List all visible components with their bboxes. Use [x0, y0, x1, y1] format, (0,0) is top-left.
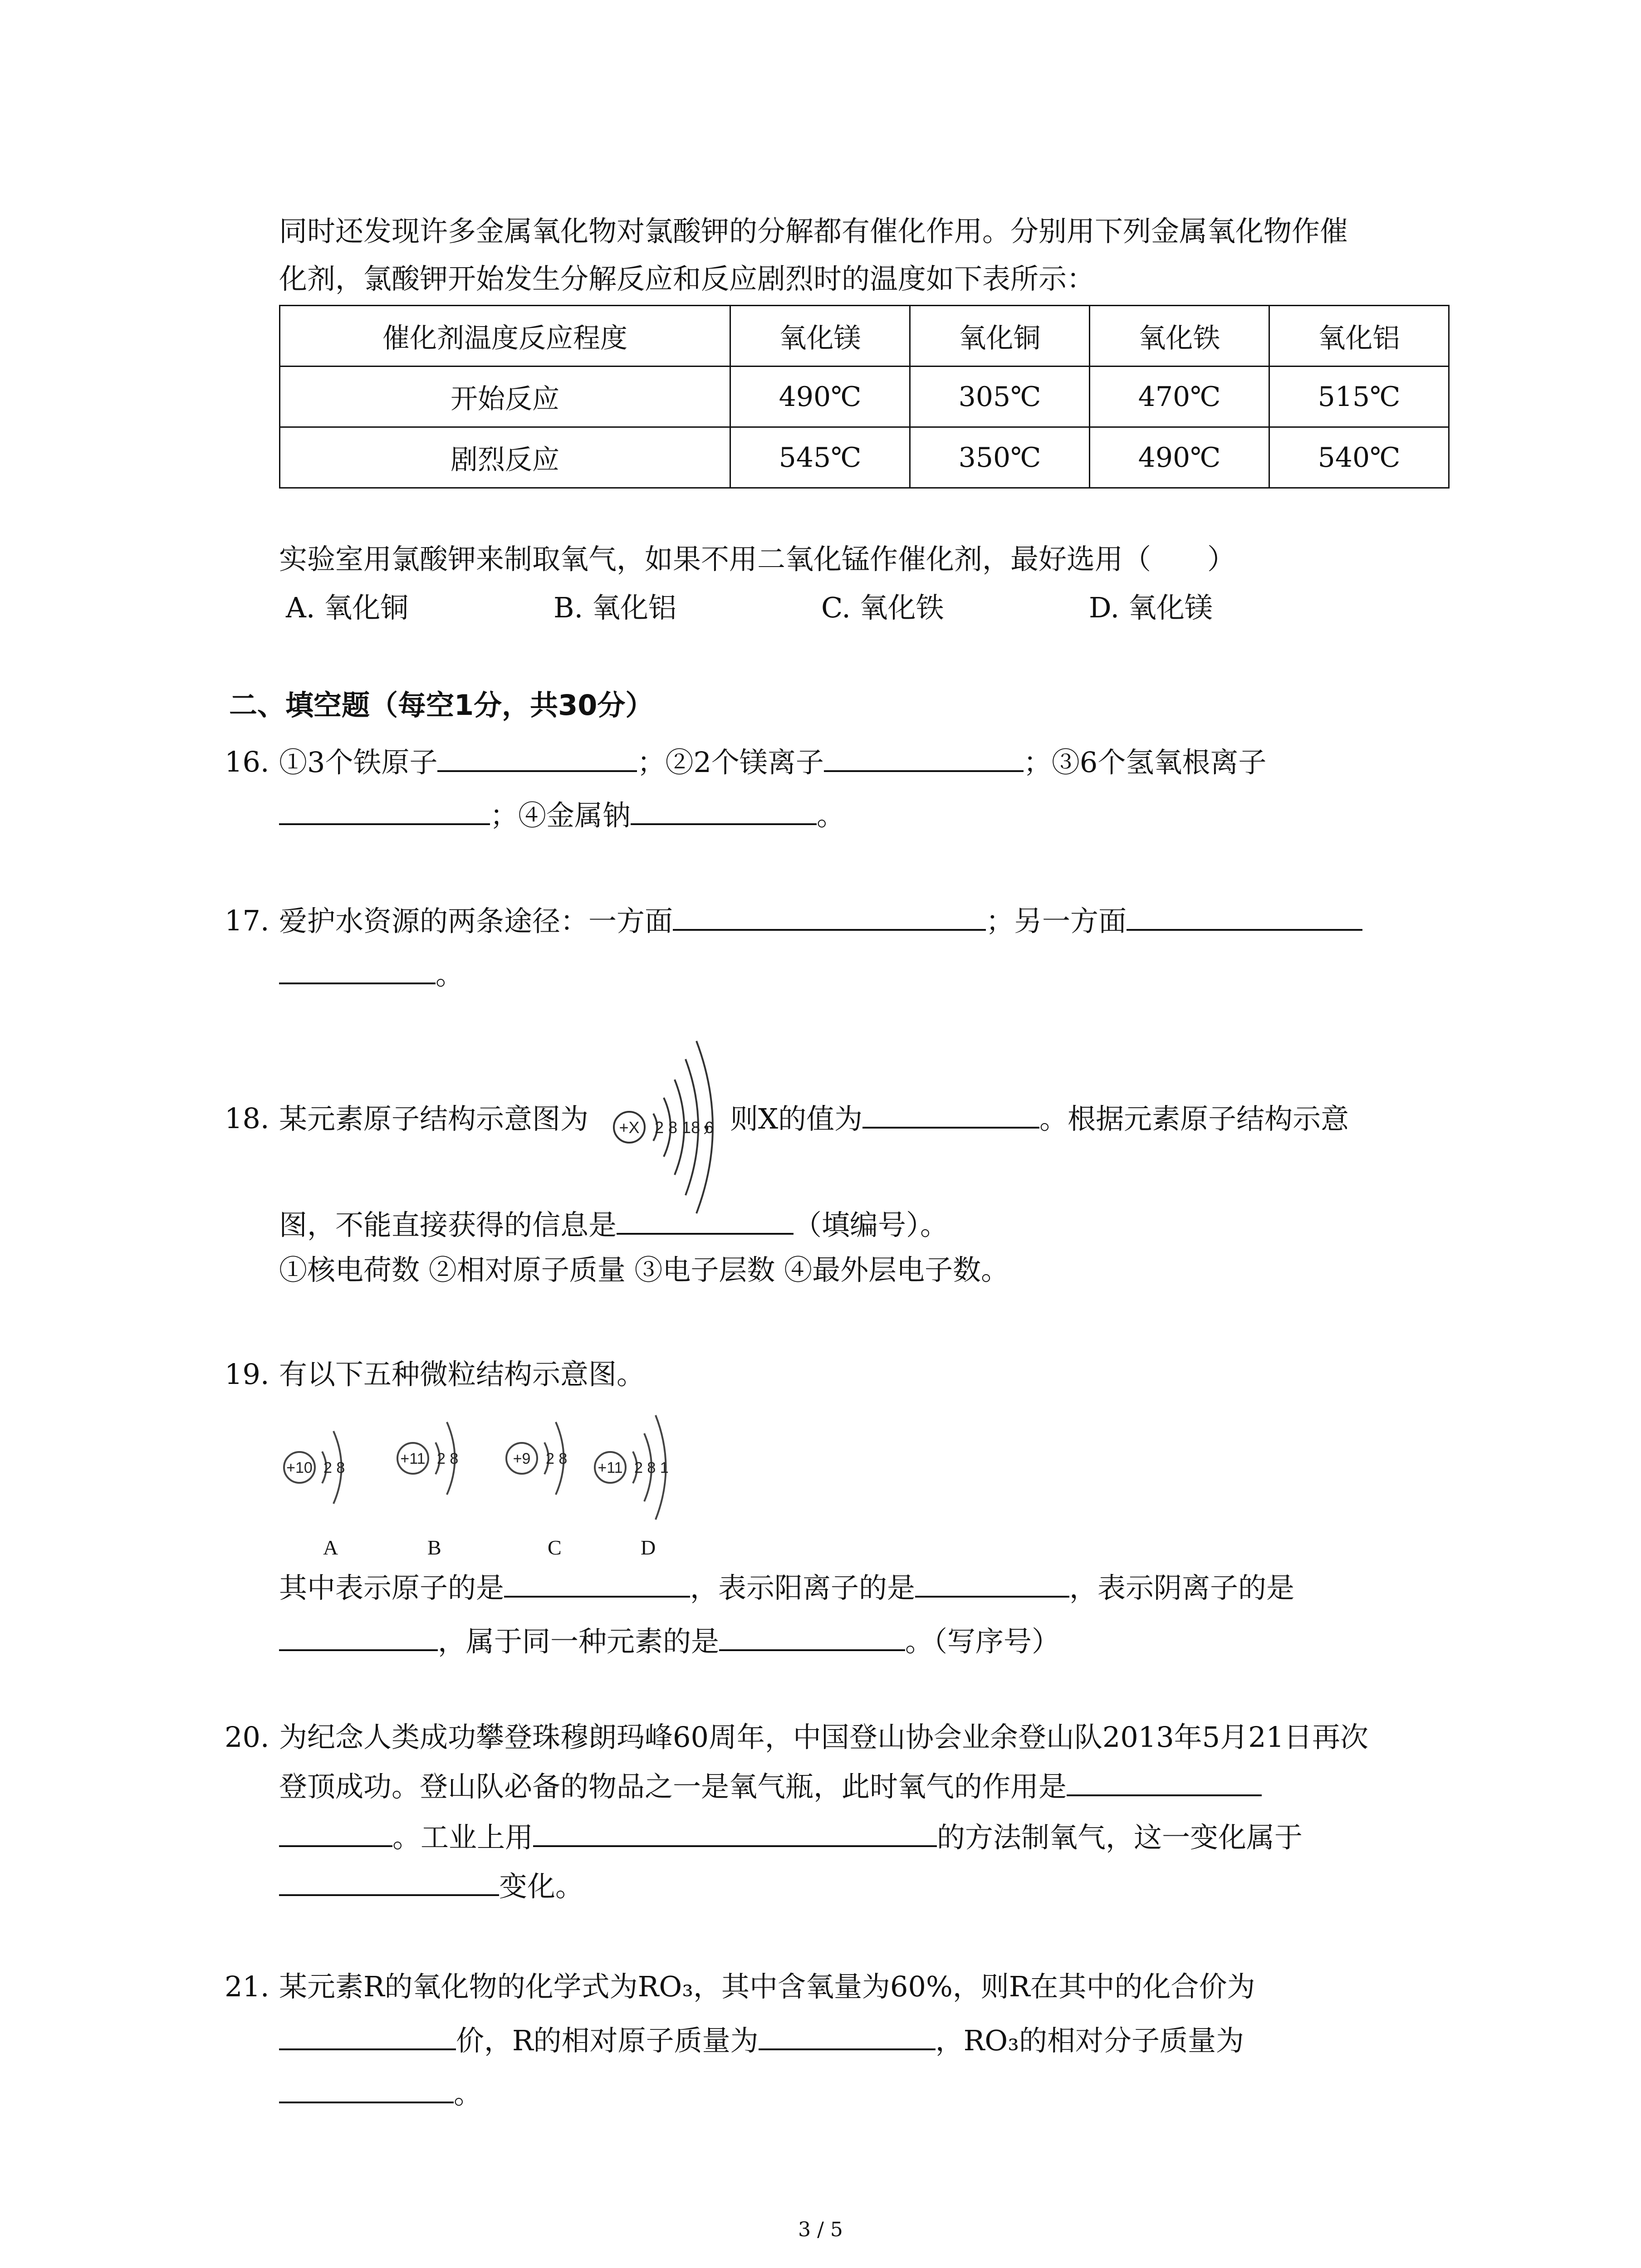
- q15-option-c[interactable]: C. 氧化铁: [821, 591, 944, 624]
- table-header-cell: 氧化镁: [730, 306, 910, 367]
- q18-number: 18.: [225, 1102, 269, 1135]
- q19-line-1: [279, 1569, 1294, 1606]
- q16-text: ；④金属钠: [490, 799, 631, 832]
- diagram-label-d: D: [641, 1536, 656, 1559]
- q16-line-2: [279, 797, 845, 834]
- electron-shells-label: 2 8 18 6: [655, 1118, 714, 1137]
- q20-line-3: [279, 1819, 1303, 1856]
- svg-text:+11: +11: [400, 1450, 426, 1467]
- q20-blank-3[interactable]: [533, 1819, 937, 1847]
- q16-text: ①3个铁原子: [279, 746, 438, 779]
- table-header-cell: 催化剂温度反应程度: [280, 306, 730, 367]
- q20-line-2: [279, 1768, 1262, 1805]
- q18-text: 。根据元素原子结构示意: [1039, 1102, 1349, 1135]
- q17-blank-1[interactable]: [673, 903, 986, 931]
- q16-line-1: [279, 744, 1266, 781]
- q15-option-d[interactable]: D. 氧化镁: [1089, 591, 1213, 624]
- q21-line-2: [279, 2022, 1244, 2059]
- q19-blank-4[interactable]: [719, 1623, 905, 1651]
- table-cell: 490℃: [1090, 427, 1269, 488]
- q17-blank-3[interactable]: [279, 956, 436, 984]
- table-cell: 开始反应: [280, 367, 730, 427]
- q18-text: （填编号）。: [794, 1208, 949, 1242]
- table-cell: 540℃: [1269, 427, 1449, 488]
- q16-number: 16.: [225, 745, 269, 778]
- q21-text: 。: [454, 2077, 482, 2110]
- q17-text: 爱护水资源的两条途径：一方面: [279, 904, 673, 938]
- table-cell: 470℃: [1090, 367, 1269, 427]
- q20-blank-2[interactable]: [279, 1819, 392, 1847]
- diagram-label-a: A: [323, 1536, 338, 1559]
- particle-structure-diagrams: [277, 1408, 708, 1526]
- table-header-cell: 氧化铁: [1090, 306, 1269, 367]
- q18-text: 图，不能直接获得的信息是: [279, 1208, 617, 1242]
- q17-blank-2[interactable]: [1127, 903, 1362, 931]
- q18-text: 某元素原子结构示意图为: [279, 1102, 589, 1135]
- intro-line-1: 同时还发现许多金属氧化物对氯酸钾的分解都有催化作用。分别用下列金属氧化物作催: [279, 215, 1348, 248]
- svg-text:2 8: 2 8: [323, 1459, 345, 1476]
- svg-text:2 8: 2 8: [546, 1450, 568, 1467]
- diagram-label-c: C: [548, 1536, 562, 1559]
- q18-text: ，则X的值为: [702, 1102, 863, 1135]
- diagram-label-b: B: [427, 1536, 441, 1559]
- q20-text: 变化。: [499, 1870, 584, 1903]
- table-header-cell: 氧化铝: [1269, 306, 1449, 367]
- section-heading: 二、填空题（每空1分，共30分）: [229, 689, 654, 722]
- q19-blank-2[interactable]: [915, 1569, 1069, 1598]
- q19-blank-1[interactable]: [504, 1569, 690, 1598]
- q18-blank-2[interactable]: [617, 1207, 794, 1235]
- q16-blank-2[interactable]: [824, 744, 1024, 772]
- q17-text: 。: [436, 958, 464, 991]
- catalyst-temperature-table: [279, 305, 1450, 489]
- q15-stem: 实验室用氯酸钾来制取氧气，如果不用二氧化锰作催化剂，最好选用（ ）: [279, 543, 1236, 576]
- table-cell: 350℃: [910, 427, 1090, 488]
- q20-line-1: 为纪念人类成功攀登珠穆朗玛峰60周年，中国登山协会业余登山队2013年5月21日再次: [279, 1721, 1369, 1754]
- table-header-cell: 氧化铜: [910, 306, 1090, 367]
- q20-number: 20.: [225, 1721, 269, 1754]
- q21-blank-3[interactable]: [279, 2075, 454, 2103]
- q19-text: ，属于同一种元素的是: [438, 1625, 720, 1658]
- q18-line-3: ①核电荷数 ②相对原子质量 ③电子层数 ④最外层电子数。: [279, 1253, 1009, 1286]
- q19-stem: 有以下五种微粒结构示意图。: [279, 1358, 645, 1391]
- table-cell: 515℃: [1269, 367, 1449, 427]
- q18-blank-1[interactable]: [862, 1100, 1039, 1129]
- q21-text: 价，R的相对原子质量为: [456, 2024, 759, 2057]
- q15-option-a[interactable]: A. 氧化铜: [286, 591, 409, 624]
- table-row: [280, 367, 1449, 427]
- q21-text: ，RO₃的相对分子质量为: [935, 2024, 1244, 2057]
- q19-text: 。（写序号）: [905, 1625, 1060, 1658]
- q21-line-3: [279, 2075, 482, 2112]
- q20-line-4: [279, 1868, 583, 1905]
- svg-text:+11: +11: [598, 1459, 623, 1476]
- q20-text: 。工业上用: [392, 1821, 534, 1854]
- q17-number: 17.: [225, 904, 269, 937]
- q20-blank-4[interactable]: [279, 1868, 499, 1896]
- q19-text: ，表示阳离子的是: [690, 1571, 916, 1604]
- q20-text: 登顶成功。登山队必备的物品之一是氧气瓶，此时氧气的作用是: [279, 1770, 1067, 1803]
- page-number: 3 / 5: [798, 2218, 843, 2241]
- q19-line-2: [279, 1623, 1060, 1660]
- q17-line-1: [279, 903, 1362, 939]
- q20-blank-1[interactable]: [1067, 1768, 1262, 1796]
- q21-line-1: 某元素R的氧化物的化学式为RO₃，其中含氧量为60%，则R在其中的化合价为: [279, 1970, 1255, 2003]
- nucleus-label: +X: [619, 1118, 640, 1137]
- svg-text:+9: +9: [513, 1450, 531, 1467]
- q19-text: ，表示阴离子的是: [1069, 1571, 1295, 1604]
- q16-blank-3[interactable]: [279, 797, 490, 825]
- table-cell: 305℃: [910, 367, 1090, 427]
- intro-line-2: 化剂，氯酸钾开始发生分解反应和反应剧烈时的温度如下表所示：: [279, 262, 1095, 295]
- q19-text: 其中表示原子的是: [279, 1571, 505, 1604]
- svg-text:2 8 1: 2 8 1: [634, 1459, 669, 1476]
- table-row: [280, 427, 1449, 488]
- q21-blank-2[interactable]: [759, 2022, 936, 2050]
- atom-structure-diagram-x: [610, 1039, 733, 1216]
- q16-text: ；③6个氢氧根离子: [1023, 746, 1267, 779]
- table-header-row: [280, 306, 1449, 367]
- q21-blank-1[interactable]: [279, 2022, 456, 2050]
- table-cell: 545℃: [730, 427, 910, 488]
- q17-text: ；另一方面: [986, 904, 1127, 938]
- diagram-c: [506, 1422, 567, 1495]
- q19-number: 19.: [225, 1358, 269, 1391]
- svg-text:+10: +10: [286, 1459, 313, 1476]
- q17-line-2: [279, 956, 464, 993]
- q16-blank-1[interactable]: [437, 744, 637, 772]
- q20-text: 的方法制氧气，这一变化属于: [937, 1821, 1303, 1854]
- q15-option-b[interactable]: B. 氧化铝: [554, 591, 676, 624]
- q16-text: 。: [817, 799, 845, 832]
- diagram-b: [397, 1422, 458, 1495]
- q18-line-1: [279, 1100, 1349, 1137]
- diagram-d: [595, 1415, 669, 1520]
- table-cell: 490℃: [730, 367, 910, 427]
- q16-text: ；②2个镁离子: [637, 746, 824, 779]
- q19-blank-3[interactable]: [279, 1623, 438, 1651]
- q21-number: 21.: [225, 1970, 269, 2003]
- q18-line-2: [279, 1207, 948, 1243]
- table-cell: 剧烈反应: [280, 427, 730, 488]
- svg-text:2 8: 2 8: [437, 1450, 459, 1467]
- diagram-a: [284, 1431, 345, 1504]
- q16-blank-4[interactable]: [631, 797, 817, 825]
